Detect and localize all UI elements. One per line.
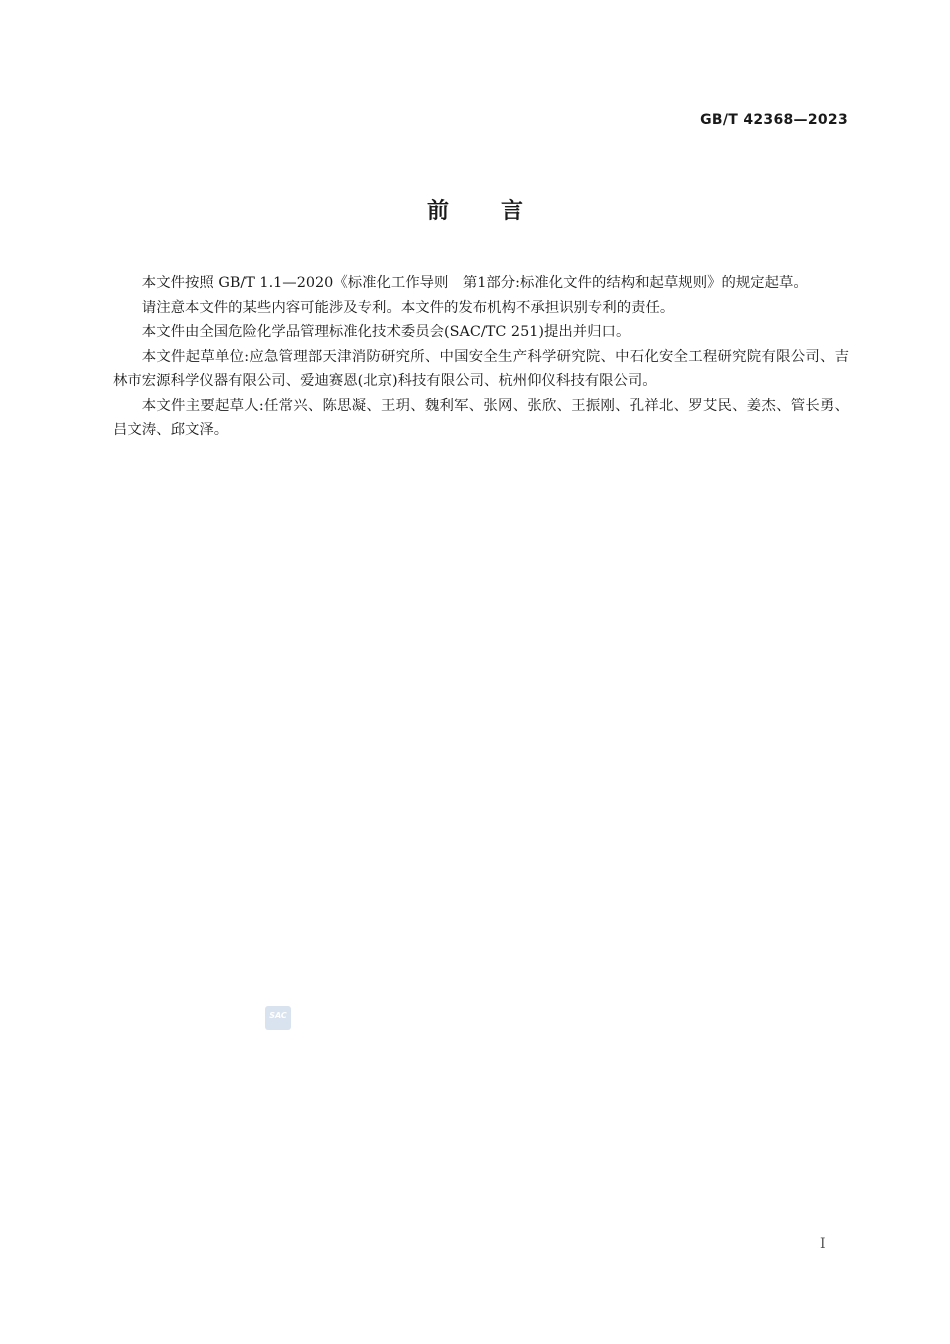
paragraph-proposer: 本文件由全国危险化学品管理标准化技术委员会(SAC/TC 251)提出并归口。: [141, 324, 631, 340]
watermark-text: SAC: [269, 1011, 287, 1020]
paragraph-drafting-units: 本文件起草单位:应急管理部天津消防研究所、中国安全生产科学研究院、中石化安全工程研究院有限公司、吉林市宏源科学仪器有限公司、爱迪赛恩(北京)科技有限公司、杭州仰仪科技有限公司。: [113, 348, 849, 389]
preface-body: [113, 271, 849, 443]
paragraph-drafters: 本文件主要起草人:任常兴、陈思凝、王玥、魏利军、张网、张欣、王振刚、孔祥北、罗艾民、姜杰、管长勇、吕文涛、邱文泽。: [113, 397, 849, 438]
sac-watermark-logo: [265, 1006, 291, 1030]
page-number: I: [820, 1236, 826, 1252]
paragraph-drafting-rules: 本文件按照 GB/T 1.1—2020《标准化工作导则 第1部分:标准化文件的结构和起草规则》的规定起草。: [141, 275, 808, 291]
paragraph-patent-notice: 请注意本文件的某些内容可能涉及专利。本文件的发布机构不承担识别专利的责任。: [141, 299, 675, 316]
page-title: 前言: [426, 199, 575, 224]
standard-code: GB/T 42368—2023: [700, 112, 848, 128]
